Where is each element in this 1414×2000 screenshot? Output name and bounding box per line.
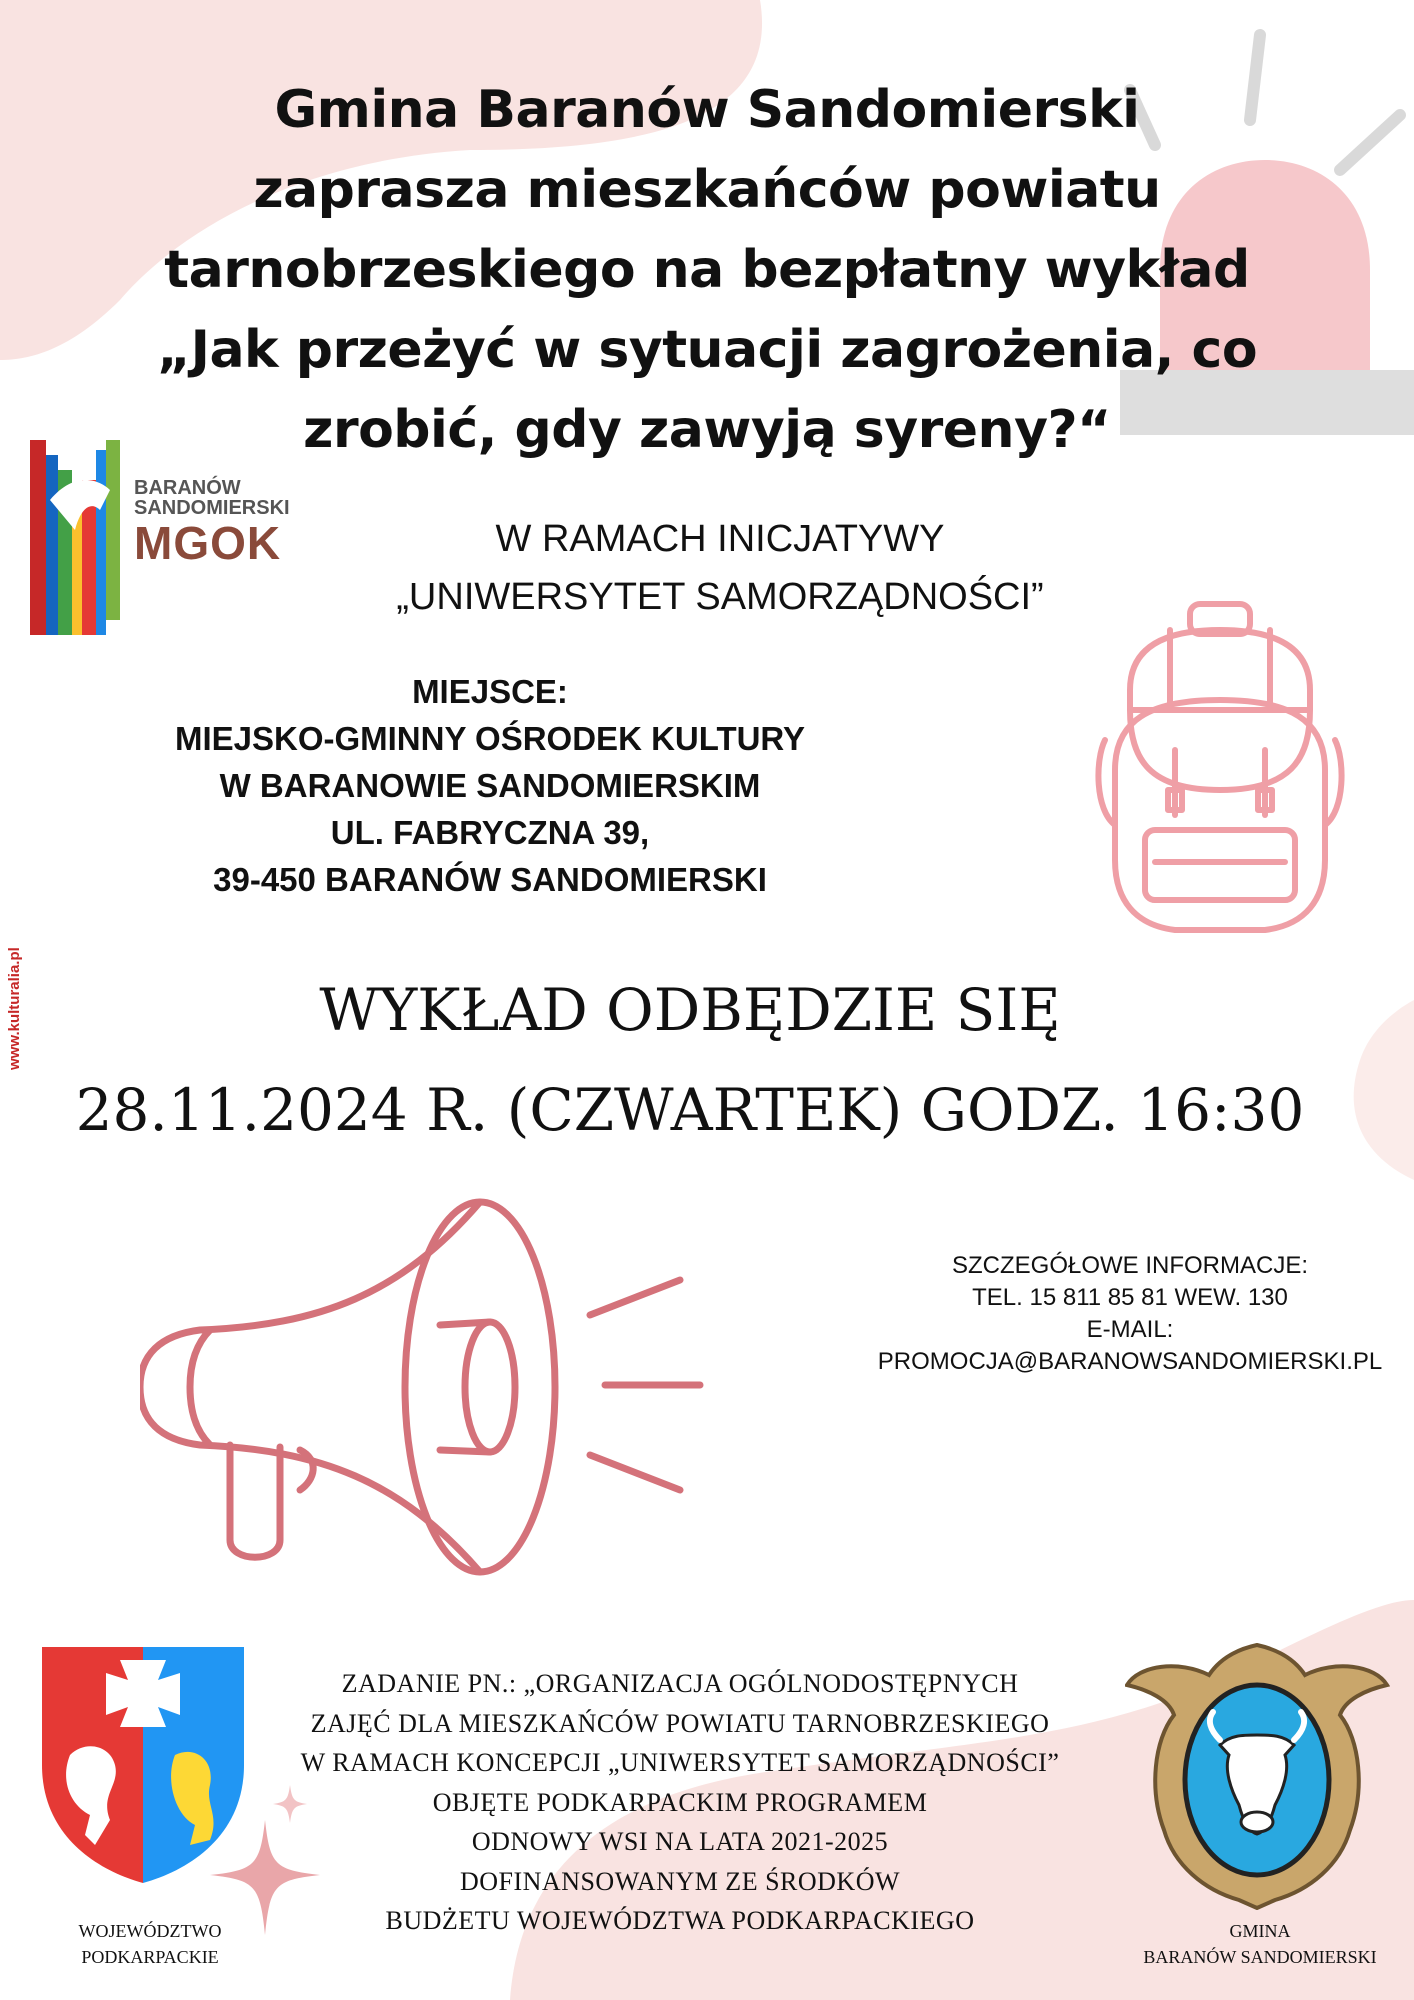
task-line-7: BUDŻETU WOJEWÓDZTWA PODKARPACKIEGO [385,1906,975,1935]
headline-line-4: „Jak przeżyć w sytuacji zagrożenia, co [156,320,1258,380]
task-line-5: ODNOWY WSI NA LATA 2021-2025 [471,1827,889,1856]
task-line-1: ZADANIE PN.: „ORGANIZACJA OGÓLNODOSTĘPNYCH [341,1669,1019,1698]
contact-line-3: E-MAIL: [1086,1316,1174,1343]
initiative [330,510,1110,626]
task-line-4: OBJĘTE PODKARPACKIM PROGRAMEM [432,1787,928,1817]
mgok-text [134,478,290,568]
place-line-2: MIEJSKO-GMINNY OŚRODEK KULTURY [174,720,806,757]
contact-email: PROMOCJA@BARANOWSANDOMIERSKI.PL [877,1348,1383,1375]
place-line-1: MIEJSCE: [412,673,568,710]
mgok-logo [0,440,320,1070]
task-line-6: DOFINANSOWANYM ZE ŚRODKÓW [459,1866,901,1896]
headline-line-2: zaprasza mieszkańców powiatu [253,160,1161,220]
contact-phone: TEL. 15 811 85 81 WEW. 130 [972,1284,1288,1311]
left-crest-caption-line-1: WOJEWÓDZTWO [78,1921,222,1941]
headline-line-5: zrobić, gdy zawyją syreny?“ [303,400,1111,460]
lecture-date: 28.11.2024 R. (CZWARTEK) GODZ. 16:30 [75,1076,1305,1144]
lecture-line-1: WYKŁAD ODBĘDZIE SIĘ [319,976,1061,1044]
lecture-info [60,960,1320,1160]
contact-line-1: SZCZEGÓŁOWE INFORMACJE: [951,1252,1308,1279]
place-line-4: UL. FABRYCZNA 39, [330,814,650,851]
baranow-coat-of-arms-icon [1125,1640,1390,1910]
initiative-line-2: „UNIWERSYTET SAMORZĄDNOŚCI” [396,576,1044,618]
mgok-vertical-url: www.kulturalia.pl [6,947,23,1070]
right-crest-caption-line-1: GMINA [1229,1921,1291,1941]
place-line-3: W BARANOWIE SANDOMIERSKIM [219,767,761,804]
right-crest-caption-line-2: BARANÓW SANDOMIERSKI [1143,1947,1377,1967]
mgok-line-3: MGOK [134,517,282,569]
task-description [240,1664,1120,1941]
mgok-books-icon [30,440,130,640]
place-info [120,668,860,903]
task-line-3: W RAMACH KONCEPCJI „UNIWERSYTET SAMORZĄDNOŚCI” [300,1748,1060,1777]
headline-line-1: Gmina Baranów Sandomierski [274,80,1140,140]
left-crest-caption-line-2: PODKARPACKIE [81,1947,219,1967]
headline-line-3: tarnobrzeskiego na bezpłatny wykład [164,240,1250,300]
backpack-icon [1090,600,1360,940]
right-crest-caption [1110,1918,1410,1970]
contact-info [860,1250,1400,1378]
task-line-2: ZAJĘĆ DLA MIESZKAŃCÓW POWIATU TARNOBRZESKIEGO [310,1708,1050,1738]
right-blob [1354,1000,1414,1180]
mgok-line-2: SANDOMIERSKI [134,497,290,519]
mgok-line-1: BARANÓW [134,477,241,499]
place-line-5: 39-450 BARANÓW SANDOMIERSKI [213,861,767,898]
initiative-line-1: W RAMACH INICJATYWY [495,518,945,560]
headline [100,70,1314,470]
megaphone-icon [140,1195,720,1585]
